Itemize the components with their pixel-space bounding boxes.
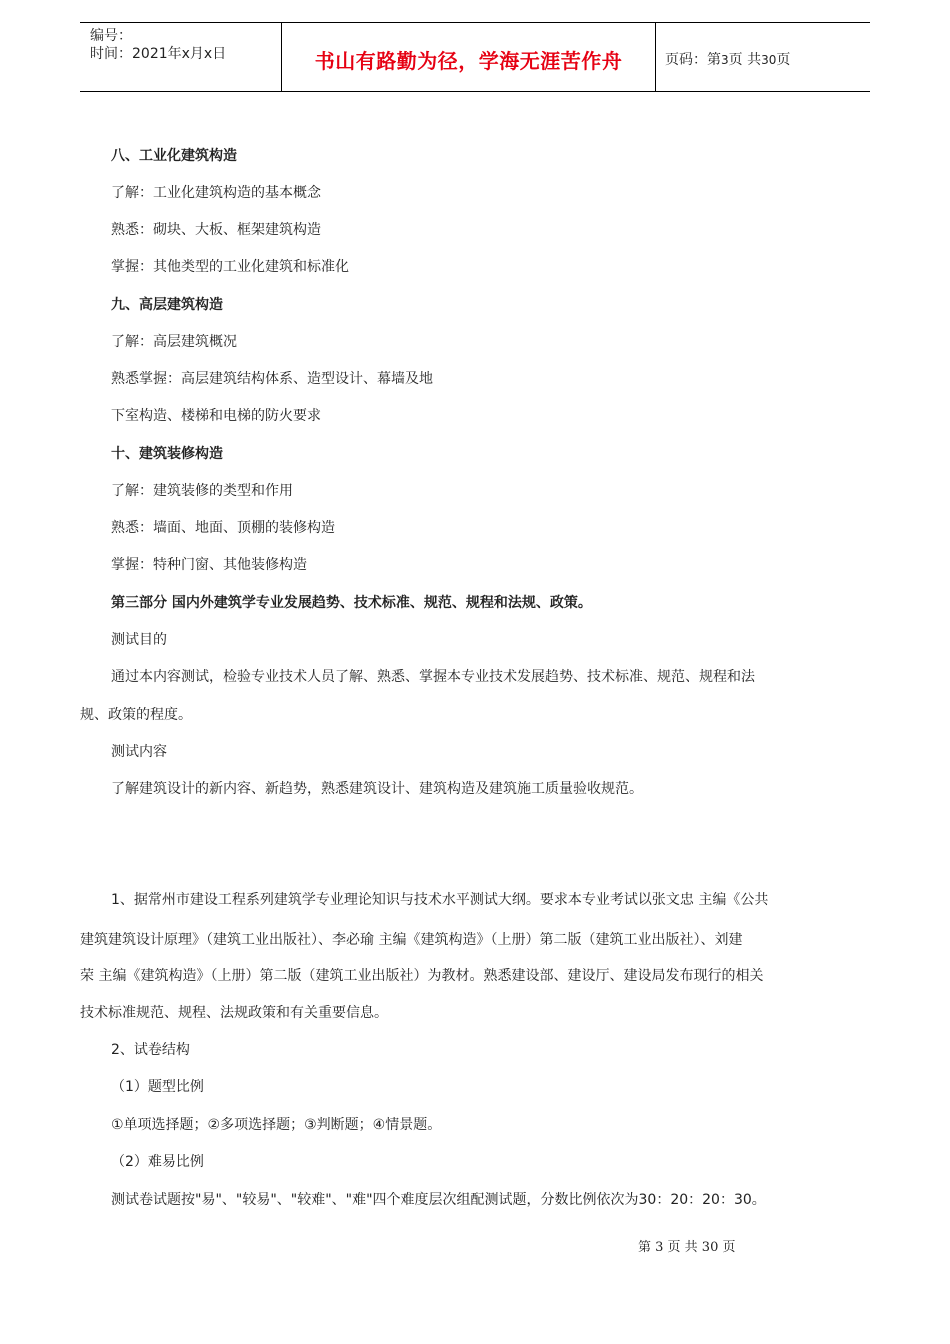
paragraph-line: 测试内容 bbox=[111, 744, 167, 760]
paragraph-line: 2、试卷结构 bbox=[111, 1042, 190, 1058]
part-heading: 第三部分 国内外建筑学专业发展趋势、技术标准、规范、规程和法规、政策。 bbox=[111, 595, 592, 611]
page-footer: 第 3 页 共 30 页 bbox=[638, 1240, 736, 1255]
page-current: 3 bbox=[721, 53, 729, 67]
paragraph-line: 了解：建筑装修的类型和作用 bbox=[111, 483, 293, 499]
paragraph-line: 熟悉：砌块、大板、框架建筑构造 bbox=[111, 222, 321, 238]
section-heading: 九、高层建筑构造 bbox=[111, 297, 223, 313]
paragraph-line: 掌握：特种门窗、其他装修构造 bbox=[111, 557, 307, 573]
paragraph-line: （1）题型比例 bbox=[111, 1079, 204, 1095]
page-mid: 页 共 bbox=[728, 52, 762, 68]
paragraph-line: 了解：高层建筑概况 bbox=[111, 334, 237, 350]
paragraph-line: 下室构造、楼梯和电梯的防火要求 bbox=[111, 408, 321, 424]
paragraph-line: 技术标准规范、规程、法规政策和有关重要信息。 bbox=[80, 1005, 388, 1021]
paragraph-line: 1、据常州市建设工程系列建筑学专业理论知识与技术水平测试大纲。要求本专业考试以张文忠 主编《公共 bbox=[111, 892, 769, 908]
paragraph-line: 了解：工业化建筑构造的基本概念 bbox=[111, 185, 321, 201]
header-page-info bbox=[665, 49, 790, 69]
page-suffix: 页 bbox=[776, 52, 791, 68]
paragraph-line: 建筑建筑设计原理》（建筑工业出版社）、李必瑜 主编《建筑构造》（上册）第二版（建筑工业出版社）、刘建 bbox=[80, 932, 743, 948]
paragraph-line: 掌握：其他类型的工业化建筑和标准化 bbox=[111, 259, 349, 275]
paragraph-line: （2）难易比例 bbox=[111, 1154, 204, 1170]
page-prefix: 页码：第 bbox=[665, 52, 721, 68]
header-motto: 书山有路勤为径，学海无涯苦作舟 bbox=[314, 49, 623, 73]
paragraph-line: 通过本内容测试，检验专业技术人员了解、熟悉、掌握本专业技术发展趋势、技术标准、规范、规程和法 bbox=[111, 669, 755, 685]
header-meta bbox=[90, 27, 226, 63]
page-header bbox=[80, 22, 870, 92]
paragraph-line: ①单项选择题；②多项选择题；③判断题；④情景题。 bbox=[111, 1117, 442, 1133]
paragraph-line: 测试卷试题按"易"、"较易"、"较难"、"难"四个难度层次组配测试题，分数比例依次为30：20：20：30。 bbox=[111, 1192, 766, 1208]
page-total: 30 bbox=[761, 53, 777, 67]
paragraph-line: 荣 主编《建筑构造》（上册）第二版（建筑工业出版社）为教材。熟悉建设部、建设厅、建设局发布现行的相关 bbox=[80, 968, 764, 984]
document-time: 时间：2021年x月x日 bbox=[90, 46, 227, 62]
paragraph-line: 规、政策的程度。 bbox=[80, 707, 192, 723]
paragraph-line: 测试目的 bbox=[111, 632, 167, 648]
paragraph-line: 熟悉：墙面、地面、顶棚的装修构造 bbox=[111, 520, 335, 536]
paragraph-line: 熟悉掌握：高层建筑结构体系、造型设计、幕墙及地 bbox=[111, 371, 433, 387]
document-number-label: 编号： bbox=[90, 28, 132, 44]
section-heading: 八、工业化建筑构造 bbox=[111, 148, 237, 164]
header-divider bbox=[655, 23, 656, 91]
section-heading: 十、建筑装修构造 bbox=[111, 446, 223, 462]
paragraph-line: 了解建筑设计的新内容、新趋势，熟悉建筑设计、建筑构造及建筑施工质量验收规范。 bbox=[111, 781, 643, 797]
